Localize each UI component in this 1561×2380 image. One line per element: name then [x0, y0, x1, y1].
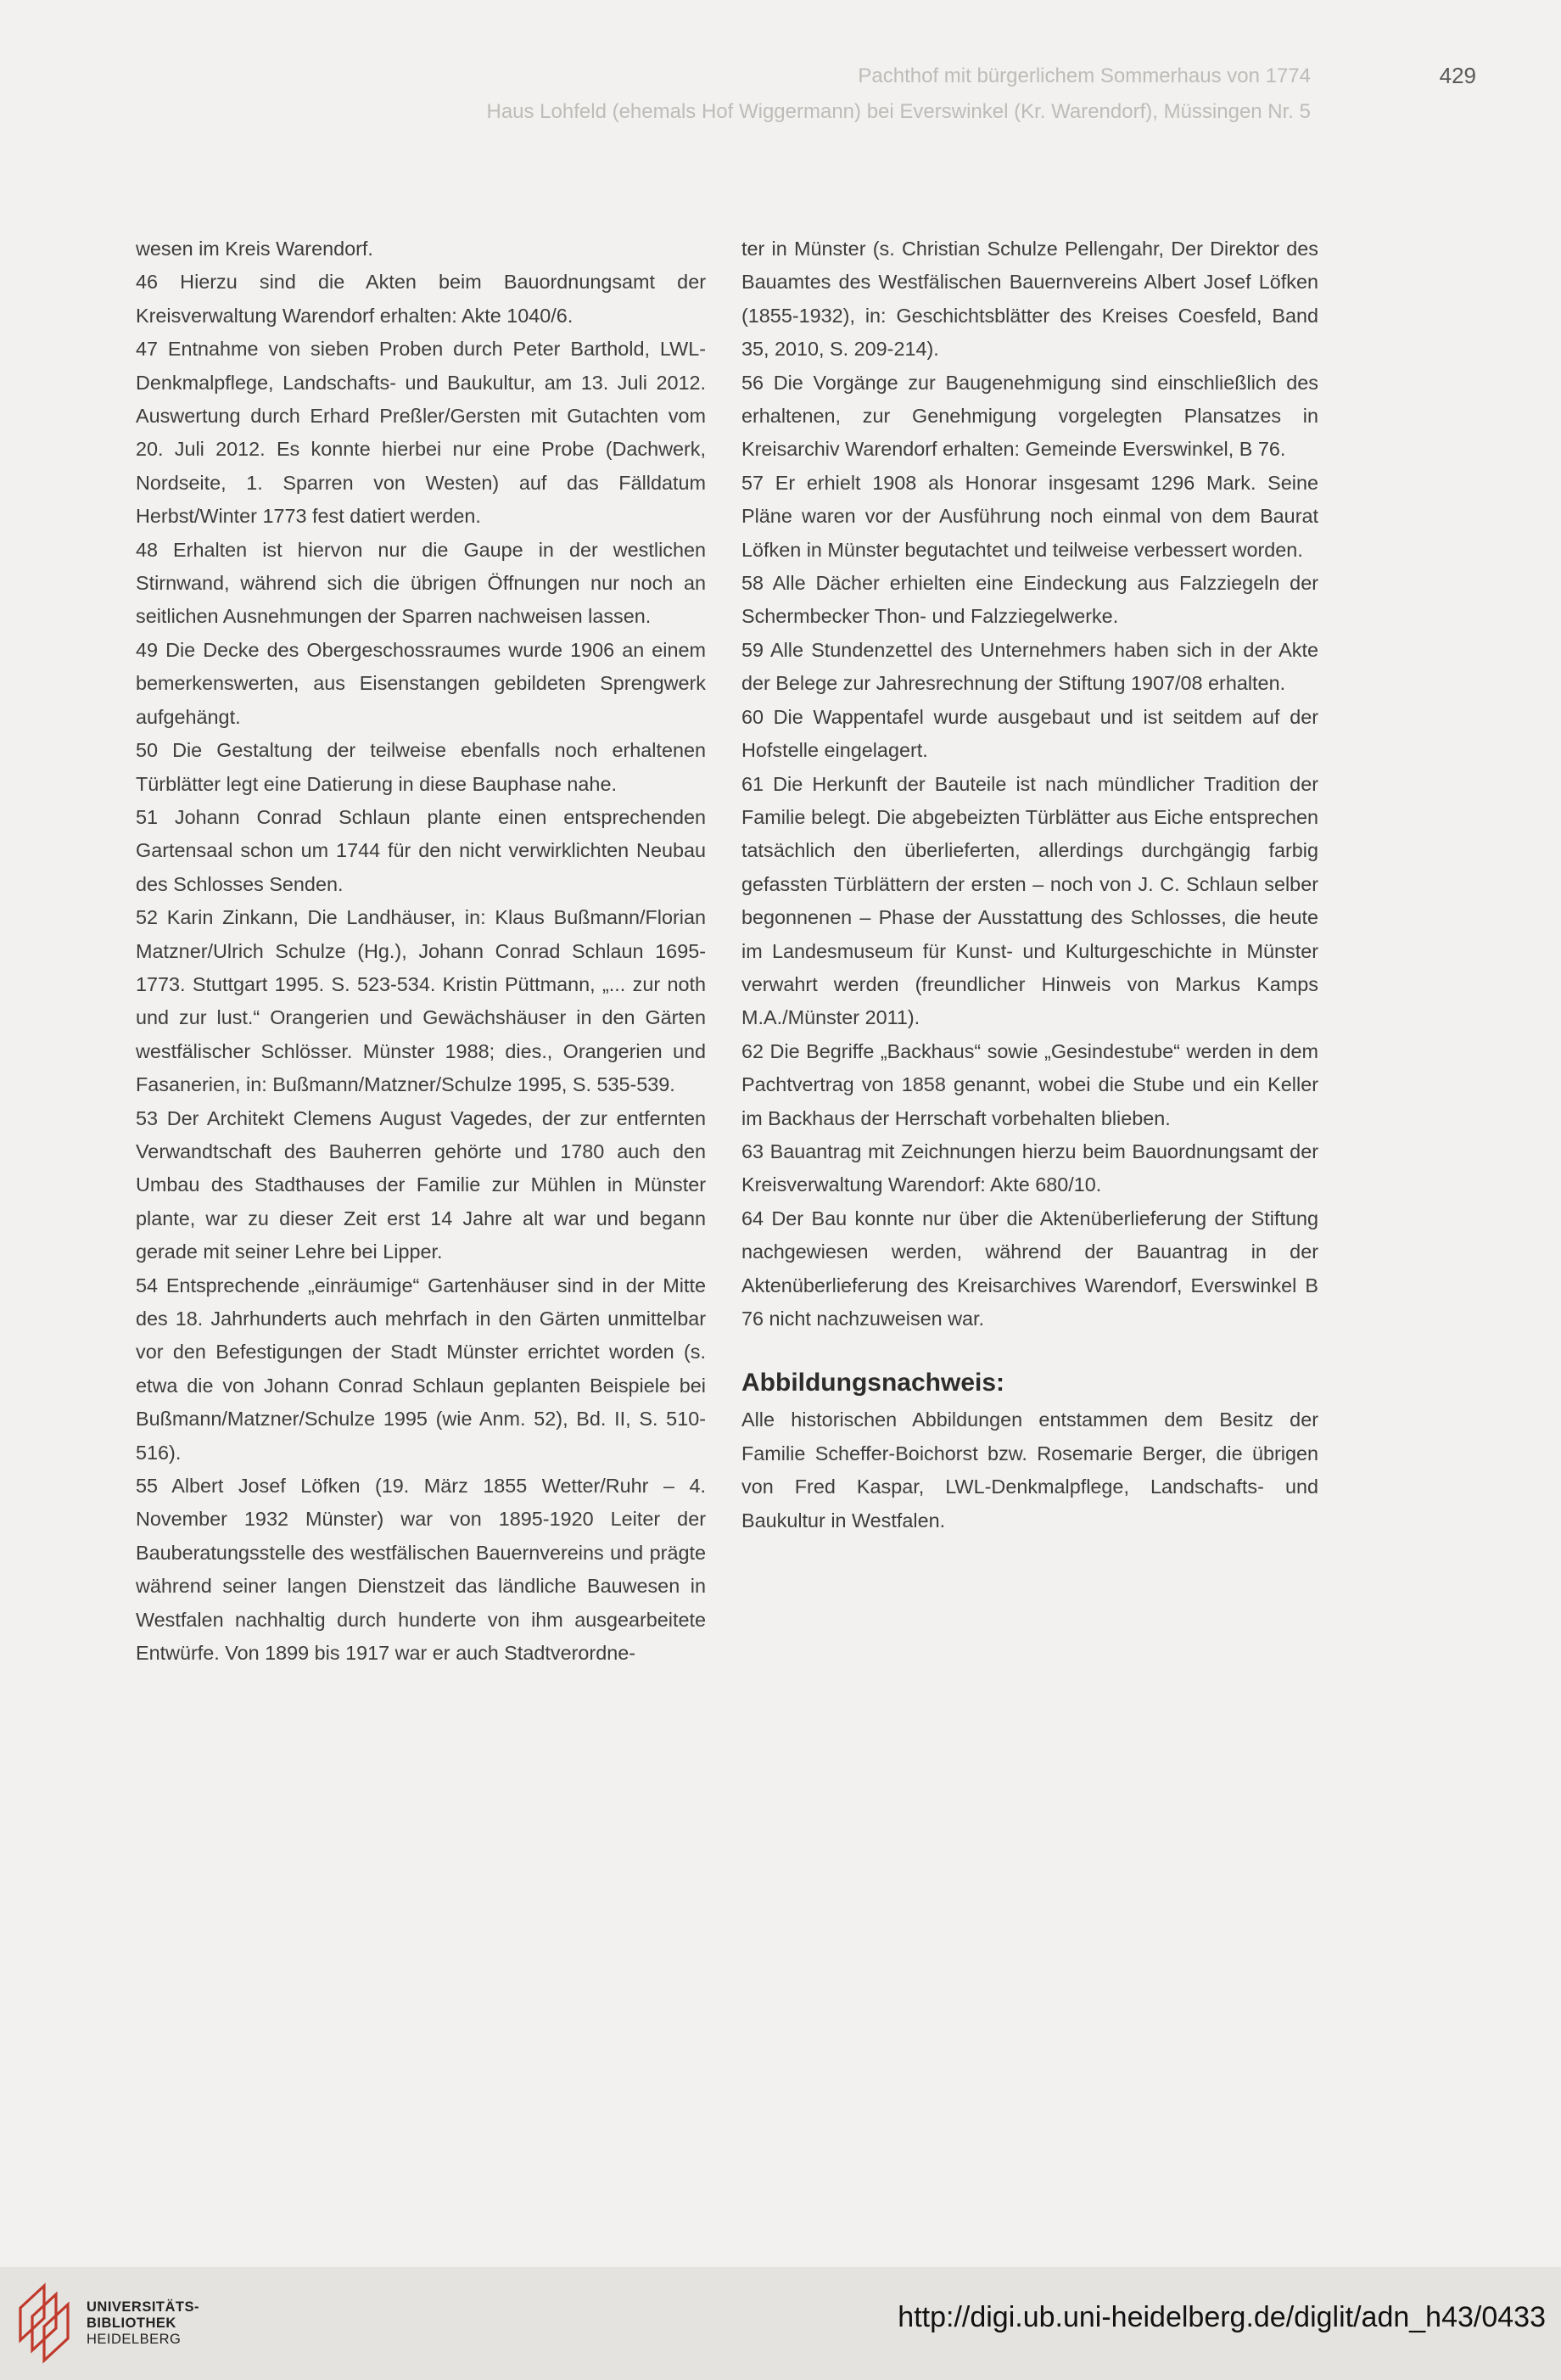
- footnote: 59 Alle Stundenzettel des Unternehmers haben sich in der Akte der Belege zur Jahresrechnung der Stiftung 1907/08 erhalten.: [741, 638, 1318, 695]
- footnote: 62 Die Begriffe „Backhaus“ sowie „Gesindestube“ werden in dem Pachtvertrag von 1858 genannt, wobei die Stube und ein Keller im Backhaus der Herrschaft vorbehalten blieben.: [741, 1039, 1318, 1129]
- footnote: 53 Der Architekt Clemens August Vagedes, der zur entfernten Verwandtschaft des Bauherren gehörte und 1780 auch den Umbau des Stadthauses der Familie zur Mühlen in Münster plante, war zu dieser Zeit erst 14 Jahre alt war und begann gerade mit seiner Lehre bei Lipper.: [136, 1106, 706, 1263]
- footnote: 63 Bauantrag mit Zeichnungen hierzu beim Bauordnungsamt der Kreisverwaltung Warendorf: Akte 680/10.: [741, 1140, 1318, 1196]
- footnote: 49 Die Decke des Obergeschossraumes wurde 1906 an einem bemerkenswerten, aus Eisenstangen gebildeten Sprengwerk aufgehängt.: [136, 638, 706, 728]
- credits-text: Alle historischen Abbildungen entstammen dem Besitz der Familie Scheffer-Boichorst bzw. Rosemarie Berger, die übrigen von Fred Kaspar, LWL-Denkmalpflege, Landschafts- und Baukultur in Westfalen.: [741, 1408, 1318, 1532]
- footnote: 50 Die Gestaltung der teilweise ebenfalls noch erhaltenen Türblätter legt eine Datierung in diese Bauphase nahe.: [136, 739, 706, 795]
- logo-line: HEIDELBERG: [87, 2332, 182, 2347]
- footnote: 46 Hierzu sind die Akten beim Bauordnungsamt der Kreisverwaltung Warendorf erhalten: Akte 1040/6.: [136, 271, 706, 327]
- logo-line: BIBLIOTHEK: [87, 2316, 176, 2331]
- footnote: 61 Die Herkunft der Bauteile ist nach mündlicher Tradition der Familie belegt. Die abgebeizten Türblätter aus Eiche entsprechen tatsächlich den überlieferten, allerdings durchgängig farbig gefassten Türblättern der ersten – noch von J. C. Schlaun selber begonnenen – Phase der Ausstattung des Schlosses, die heute im Landesmuseum für Kunst- und Kulturgeschichte in Münster verwahrt werden (freundlicher Hinweis von Markus Kamps M.A./Münster 2011).: [741, 772, 1318, 1029]
- footnote: 64 Der Bau konnte nur über die Aktenüberlieferung der Stiftung nachgewiesen werden, während der Bauantrag in der Aktenüberlieferung des Kreisarchives Warendorf, Everswinkel B 76 nicht nachzuweisen war.: [741, 1207, 1318, 1330]
- page-number: 429: [1439, 63, 1476, 88]
- footnote: 54 Entsprechende „einräumige“ Gartenhäuser sind in der Mitte des 18. Jahrhunderts auch mehrfach in den Gärten unmittelbar vor den Befestigungen der Stadt Münster errichtet worden (s. etwa die von Johann Conrad Schlaun geplanten Beispiele bei Bußmann/Matzner/Schulze 1995 (wie Anm. 52), Bd. II, S. 510-516).: [136, 1274, 706, 1464]
- source-url-link[interactable]: http://digi.ub.uni-heidelberg.de/diglit/adn_h43/0433: [898, 2301, 1546, 2333]
- digitization-footer: [0, 2267, 1561, 2380]
- footnote: 56 Die Vorgänge zur Baugenehmigung sind einschließlich des erhaltenen, zur Genehmigung vorgelegten Plansatzes in Kreisarchiv Warendorf erhalten: Gemeinde Everswinkel, B 76.: [741, 371, 1318, 461]
- footnote: 47 Entnahme von sieben Proben durch Peter Barthold, LWL-Denkmalpflege, Landschafts- und Baukultur, am 13. Juli 2012. Auswertung durch Erhard Preßler/Gersten mit Gutachten vom 20. Juli 2012. Es konnte hierbei nur eine Probe (Dachwerk, Nordseite, 1. Sparren von Westen) auf das Fälldatum Herbst/Winter 1773 fest datiert werden.: [136, 338, 706, 528]
- footnote: wesen im Kreis Warendorf.: [136, 238, 373, 260]
- footnote: 57 Er erhielt 1908 als Honorar insgesamt 1296 Mark. Seine Pläne waren vor der Ausführung noch einmal von dem Baurat Löfken in Münster begutachtet und teilweise verbessert worden.: [741, 471, 1318, 561]
- footnote: 52 Karin Zinkann, Die Landhäuser, in: Klaus Bußmann/Florian Matzner/Ulrich Schulze (Hg.), Johann Conrad Schlaun 1695-1773. Stuttgart 1995. S. 523-534. Kristin Püttmann, „... zur noth und zur lust.“ Orangerien und Gewächshäuser in den Gärten westfälischer Schlösser. Münster 1988; dies., Orangerien und Fasanerien, in: Bußmann/Matzner/Schulze 1995, S. 535-539.: [136, 906, 706, 1096]
- footnote: ter in Münster (s. Christian Schulze Pellengahr, Der Direktor des Bauamtes des Westfälischen Bauernvereins Albert Josef Löfken (1855-1932), in: Geschichtsblätter des Kreises Coesfeld, Band 35, 2010, S. 209-214).: [741, 238, 1318, 361]
- running-subtitle: Haus Lohfeld (ehemals Hof Wiggermann) bei Everswinkel (Kr. Warendorf), Müssingen Nr. 5: [486, 100, 1311, 123]
- footnotes-right-column: [741, 232, 1318, 1537]
- footnote: 60 Die Wappentafel wurde ausgebaut und ist seitdem auf der Hofstelle eingelagert.: [741, 705, 1318, 762]
- footnote: 51 Johann Conrad Schlaun plante einen entsprechenden Gartensaal schon um 1744 für den nicht verwirklichten Neubau des Schlosses Senden.: [136, 805, 706, 895]
- library-logo-icon: [15, 2279, 76, 2364]
- logo-line: UNIVERSITÄTS-: [87, 2299, 200, 2315]
- footnote: 58 Alle Dächer erhielten eine Eindeckung aus Falzziegeln der Schermbecker Thon- und Falzziegelwerke.: [741, 572, 1318, 628]
- library-logo-text: [87, 2299, 199, 2348]
- footnote: 55 Albert Josef Löfken (19. März 1855 Wetter/Ruhr – 4. November 1932 Münster) war von 1895-1920 Leiter der Bauberatungsstelle des westfälischen Bauernvereins und prägte während seiner langen Dienstzeit das ländliche Bauwesen in Westfalen nachhaltig durch hunderte von ihm ausgearbeitete Entwürfe. Von 1899 bis 1917 war er auch Stadtverordne-: [136, 1475, 706, 1665]
- running-title: Pachthof mit bürgerlichem Sommerhaus von 1774: [858, 64, 1311, 87]
- credits-heading: Abbildungsnachweis:: [741, 1369, 1005, 1397]
- footnote: 48 Erhalten ist hiervon nur die Gaupe in der westlichen Stirnwand, während sich die übrigen Öffnungen nur noch an seitlichen Ausnehmungen der Sparren nachweisen lassen.: [136, 538, 706, 628]
- footnotes-left-column: [136, 232, 706, 1670]
